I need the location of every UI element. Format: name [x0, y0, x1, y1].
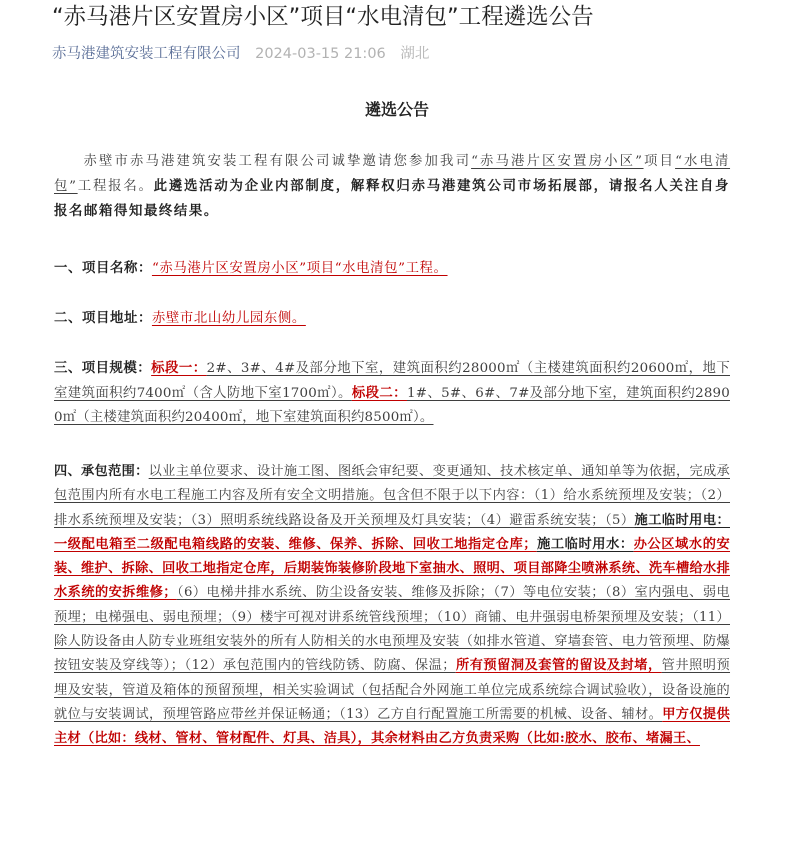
article-title: “赤马港片区安置房小区”项目“水电清包”工程遴选公告	[52, 4, 594, 30]
section-project-name	[54, 256, 730, 281]
intro-paragraph	[54, 150, 730, 225]
intro-text-2: 项目	[643, 154, 676, 169]
publish-date: 2024-03-15 21:06	[255, 46, 386, 62]
scope-reserved-holes: 所有预留洞及套管的留设及封堵，	[455, 658, 662, 674]
notice-heading: 遴选公告	[364, 100, 429, 119]
scope-text-2: （6）电梯井排水系统、防尘设备安装、维修及拆除；（7）等电位安装；（8）室内强电、弱电预埋；电梯强电、弱电预埋；（9）楼宇可视对讲系统管线预埋；（10）商铺、电井强弱电桥架预埋及安装；（11）除人防设备由人防专业班组安装外的所有人防相关的水电预埋及安装（如排水管道、穿墙套管、电力管预埋、防爆按钮安装及穿线等）；（12）承包范围内的管线防锈、防腐、保温；	[54, 585, 730, 674]
scope-temp-water-label: 施工临时用水：	[536, 536, 634, 552]
scale-section1-label: 标段一：	[151, 360, 207, 376]
section-project-scale	[54, 356, 730, 431]
article-meta	[52, 40, 429, 68]
scope-text-1: 以业主单位要求、设计施工图、图纸会审纪要、变更通知、技术核定单、通知单等为依据，完成承包范围内所有水电工程施工内容及所有安全文明措施。包含但不限于以下内容：（1）给水系统预埋及安装；（2）排水系统预埋及安装；（3）照明系统线路设备及开关预埋及灯具安装；（4）避雷系统安装；（5）	[54, 464, 730, 528]
scope-temp-water-text: 办公区域水的安装、维护、拆除、回收工地指定仓库，后期装饰装修阶段地下室抽水、照明、项目部降尘喷淋系统、洗车槽给水排水系统的安拆维修；	[54, 536, 731, 601]
section-project-address	[54, 306, 730, 331]
project-name-label: 一、项目名称：	[54, 260, 152, 276]
publish-location: 湖北	[400, 46, 430, 62]
scope-temp-power-label: 施工临时用电：	[634, 512, 730, 528]
scale-section1-text: 2#、3#、4#及部分地下室，建筑面积约28000㎡（主楼建筑面积约20600㎡，地下室建筑面积约7400㎡（含人防地下室1700㎡）。	[54, 361, 730, 402]
account-name-link[interactable]: 赤马港建筑安装工程有限公司	[52, 46, 241, 62]
scope-materials-text: 甲方仅提供主材（比如：线材、管材、管材配件、灯具、洁具），其余材料由乙方负责采购（比如:胶水、胶布、堵漏王、	[54, 706, 730, 747]
scale-section2-text: 1#、5#、6#、7#及部分地下室，建筑面积约28900㎡（主楼建筑面积约20400㎡，地下室建筑面积约8500㎡）。	[54, 386, 730, 426]
intro-notice-bold: 此遴选活动为企业内部制度，解释权归赤马港建筑公司市场拓展部，请报名人关注自身报名邮箱得知最终结果。	[54, 178, 731, 220]
project-name-value: “赤马港片区安置房小区”项目“水电清包”工程。	[151, 261, 448, 276]
intro-text-1: 赤壁市赤马港建筑安装工程有限公司诚挚邀请您参加我司	[83, 154, 472, 169]
scale-section2-label: 标段二：	[351, 385, 407, 402]
project-address-label: 二、项目地址：	[54, 310, 152, 326]
scope-text-3: 管井照明预埋及安装，管道及箱体的预留预埋，相关实验调试（包括配合外网施工单位完成系统综合调试验收），设备设施的就位与安装调试，预埋管路应带丝并保证畅通；（13）乙方自行配置施工所需要的机械、设备、辅材。	[54, 658, 731, 722]
project-address-value: 赤壁市北山幼儿园东侧。	[151, 311, 306, 326]
contract-scope-label: 四、承包范围：	[54, 464, 149, 479]
scope-temp-power-text: 一级配电箱至二级配电箱线路的安装、维修、保养、拆除、回收工地指定仓库；	[54, 536, 537, 552]
intro-scope-name: “水电清包”	[54, 154, 731, 195]
project-scale-label: 三、项目规模：	[54, 360, 152, 376]
section-contract-scope	[54, 460, 730, 752]
intro-text-3: 工程报名。	[77, 179, 154, 195]
intro-project-name: “赤马港片区安置房小区”	[471, 154, 644, 169]
